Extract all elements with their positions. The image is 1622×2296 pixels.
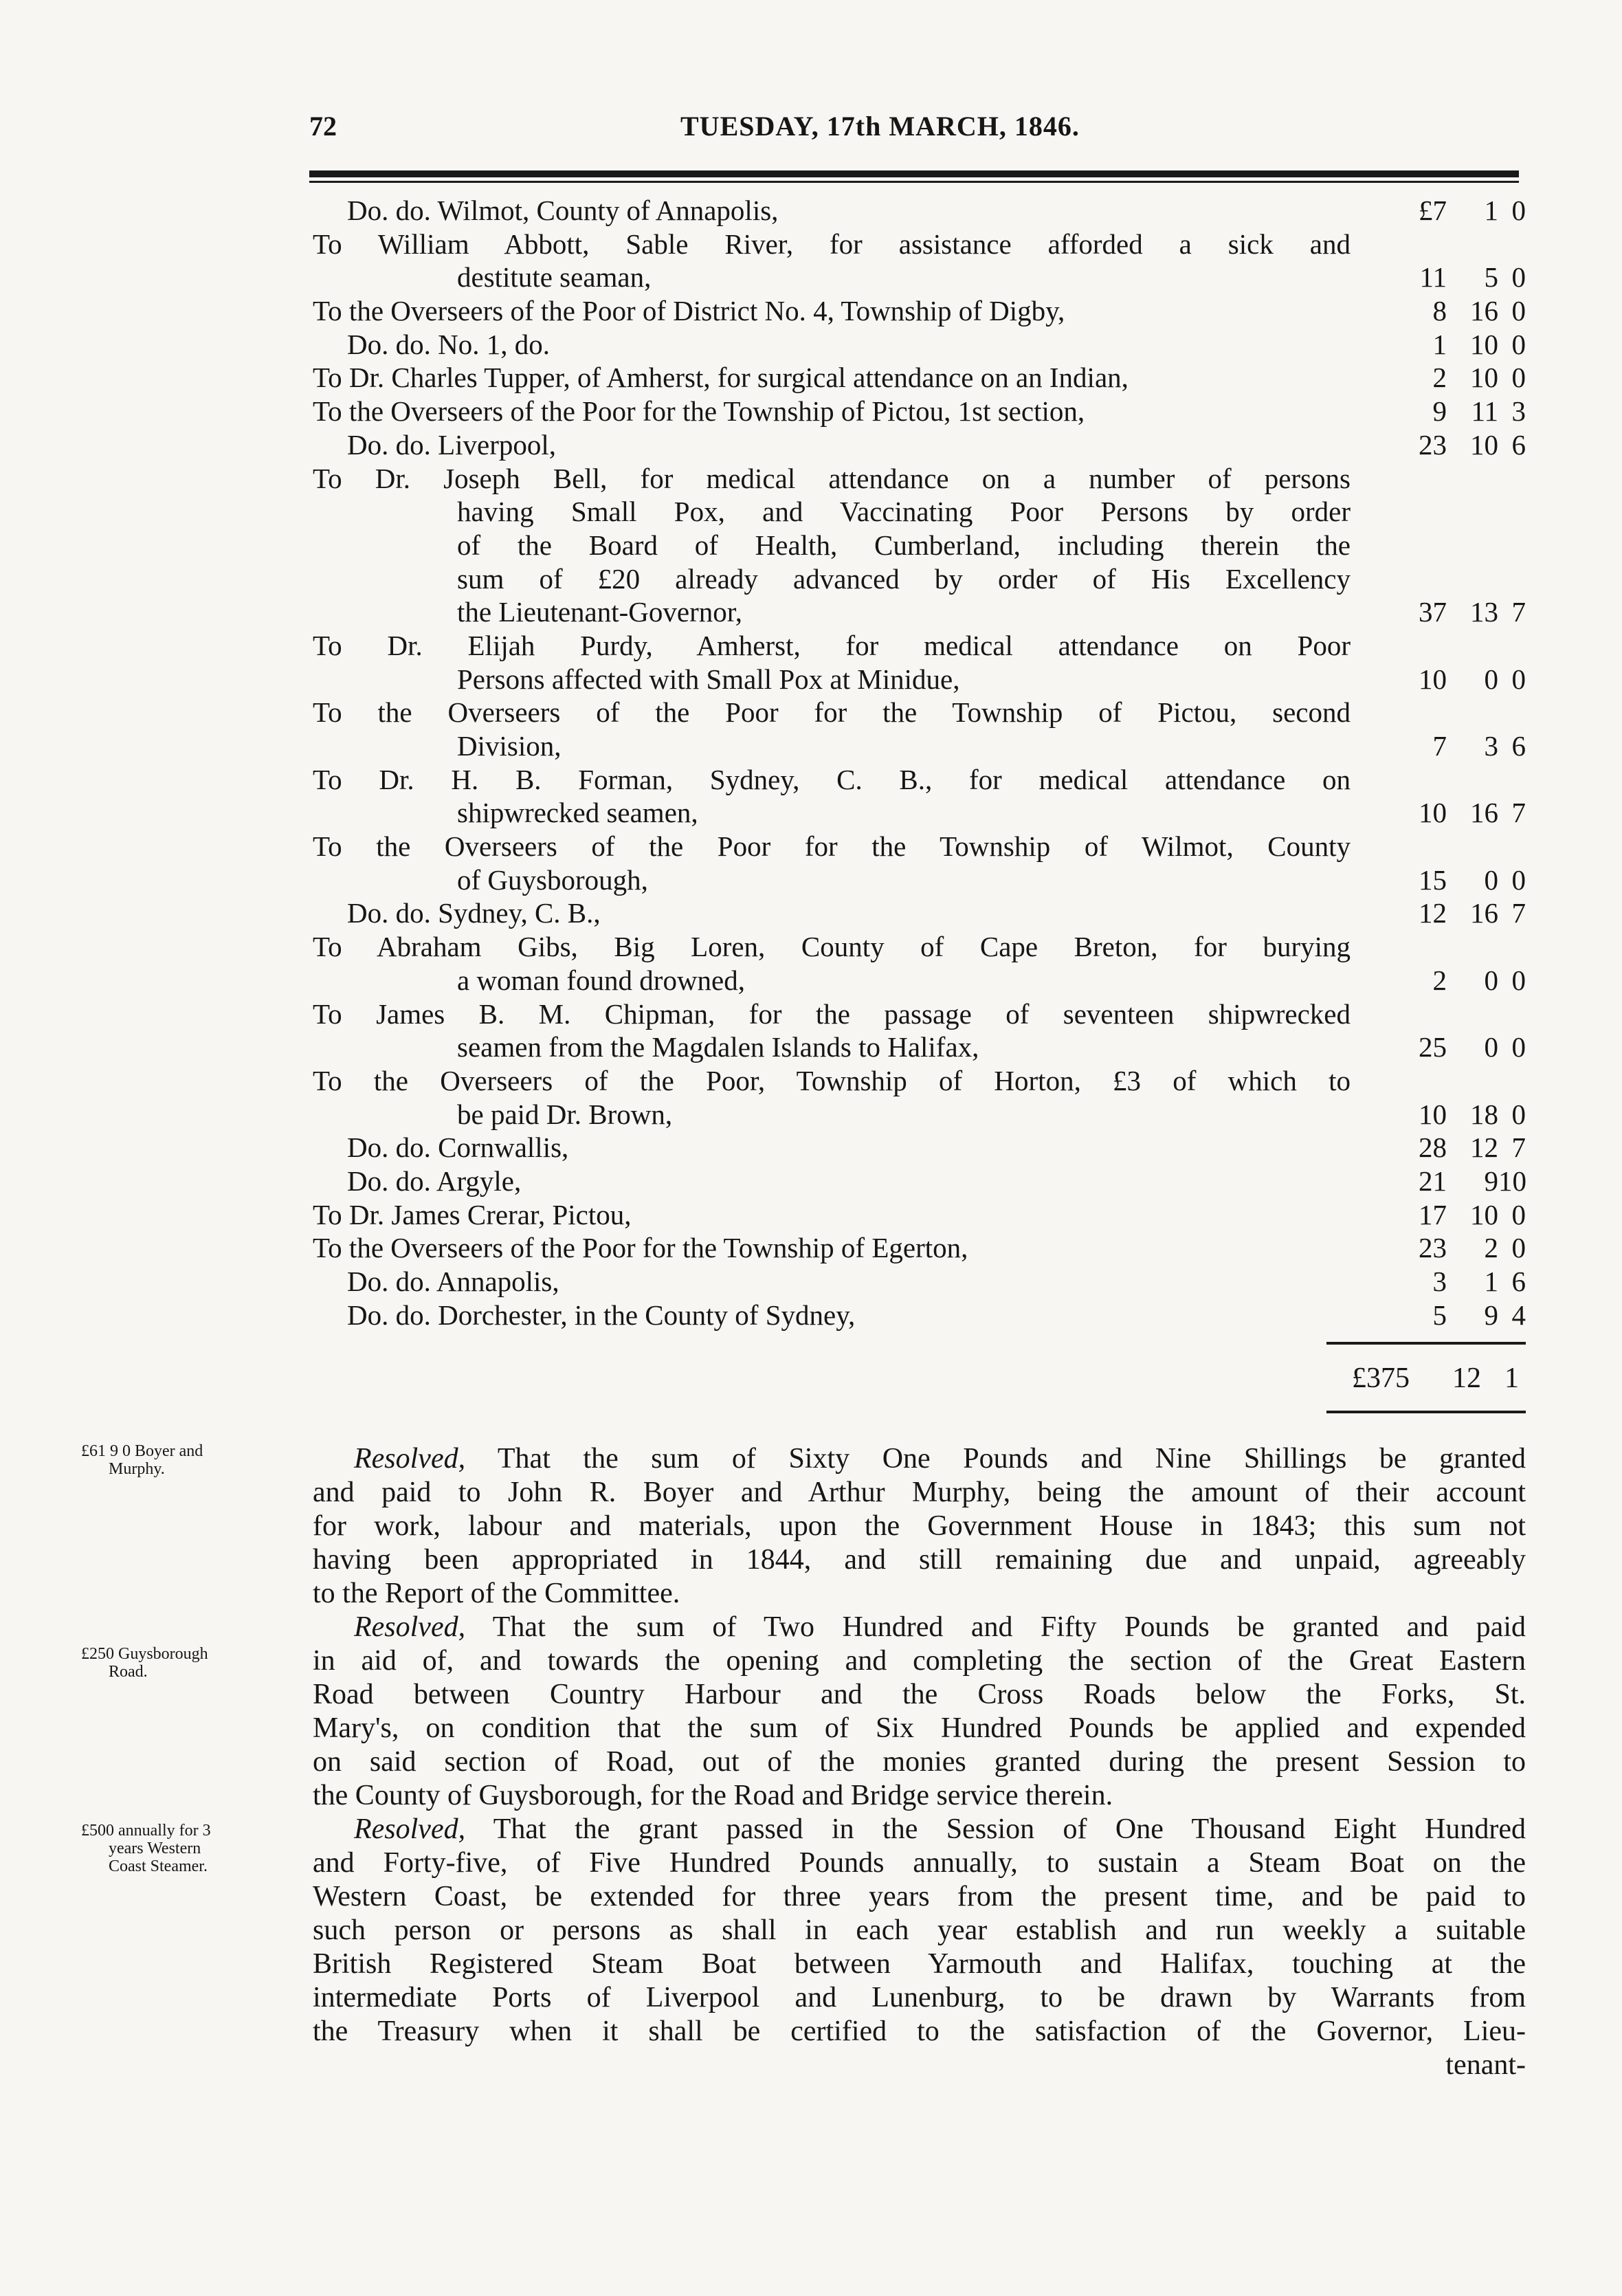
ledger-description: the Lieutenant-Governor,: [457, 596, 743, 628]
resolution-line: [313, 1947, 1526, 1981]
ledger-line: [313, 361, 1526, 395]
ledger-pence: 0: [1511, 362, 1526, 394]
ledger-description: To William Abbott, Sable River, for assistance afforded a sick and: [313, 228, 1351, 260]
ledger-pence: 0: [1511, 964, 1526, 996]
ledger-shillings: 3: [1484, 730, 1498, 762]
ledger-description: of Guysborough,: [457, 863, 648, 896]
resolution-text: That the grant passed in the Session of One Thousand Eight Hundred: [493, 1813, 1526, 1845]
total-rule-bottom: [1326, 1411, 1526, 1413]
ledger-pounds: 3: [1432, 1266, 1447, 1297]
ledger-pounds: 15: [1419, 863, 1447, 896]
catchword: tenant-: [1445, 2049, 1526, 2081]
resolution-line: [313, 1846, 1526, 1880]
ledger-pence: 0: [1511, 1198, 1526, 1230]
ledger-description: sum of £20 already advanced by order of His Excellency: [457, 562, 1351, 595]
ledger-description: Do. do. No. 1, do.: [347, 328, 550, 360]
ledger-pence: 7: [1511, 797, 1526, 829]
resolution-line: [313, 1442, 1526, 1476]
ledger-pence: 0: [1511, 863, 1526, 896]
resolution-text: That the sum of Sixty One Pounds and Nine Shillings be granted: [497, 1443, 1526, 1475]
resolution-line: [313, 1813, 1526, 1846]
ledger-description: To the Overseers of the Poor, Township of Horton, £3 of which to: [313, 1064, 1351, 1096]
ledger-description: a woman found drowned,: [457, 964, 746, 996]
ledger-line: [313, 529, 1526, 562]
ledger-description: To Dr. Elijah Purdy, Amherst, for medical attendance on Poor: [313, 629, 1351, 661]
ledger-description: To Dr. Joseph Bell, for medical attendance on a number of persons: [313, 462, 1351, 494]
ledger-shillings: 10: [1470, 328, 1498, 360]
ledger-line: [313, 1131, 1526, 1164]
ledger-pounds: 12: [1419, 897, 1447, 929]
ledger-shillings: 12: [1470, 1132, 1498, 1164]
resolution-text: Road between Country Harbour and the Cross Roads below the Forks, St.: [313, 1679, 1526, 1710]
ledger-line: [313, 328, 1526, 362]
resolutions-text: [313, 1442, 1526, 2082]
ledger-pounds: 5: [1432, 1299, 1447, 1331]
resolution-text: Western Coast, be extended for three years from the present time, and be paid to: [313, 1881, 1526, 1912]
ledger-shillings: 0: [1484, 663, 1498, 695]
ledger-pence: 0: [1511, 195, 1526, 226]
resolution-text: on said section of Road, out of the monies granted during the present Session to: [313, 1746, 1526, 1778]
ledger-pounds: 2: [1432, 964, 1447, 996]
ledger-pounds: 1: [1432, 328, 1447, 360]
resolution-line: [313, 1914, 1526, 1947]
ledger-line: [313, 1231, 1526, 1265]
ledger-description: To Dr. Charles Tupper, of Amherst, for surgical attendance on an Indian,: [313, 362, 1129, 394]
header-rule-thin: [309, 181, 1519, 183]
resolution-text: and paid to John R. Boyer and Arthur Murphy, being the amount of their account: [313, 1477, 1526, 1508]
ledger-shillings: 0: [1484, 964, 1498, 996]
ledger-shillings: 11: [1471, 395, 1498, 428]
ledger-description: Persons affected with Small Pox at Minidue,: [457, 663, 960, 695]
ledger-pounds: 21: [1419, 1164, 1447, 1197]
ledger-description: destitute seaman,: [457, 261, 652, 294]
resolution-text: the Treasury when it shall be certified to the satisfaction of the Governor, Lieu-: [313, 2016, 1526, 2047]
ledger-shillings: 13: [1470, 596, 1498, 628]
total-rule-top: [1326, 1342, 1526, 1345]
resolution-text: such person or persons as shall in each year establish and run weekly a suitable: [313, 1914, 1526, 1946]
resolution-line: [313, 1779, 1526, 1813]
page-number: 72: [309, 111, 337, 142]
ledger-description: Do. do. Sydney, C. B.,: [347, 897, 601, 929]
ledger-shillings: 10: [1470, 1198, 1498, 1230]
payments-ledger: [313, 194, 1526, 1332]
ledger-pence: 0: [1511, 295, 1526, 327]
ledger-shillings: 1: [1484, 1266, 1498, 1297]
resolution-text: for work, labour and materials, upon the Government House in 1843; this sum not: [313, 1510, 1526, 1542]
ledger-pounds: 11: [1419, 261, 1447, 294]
ledger-pence: 6: [1511, 1266, 1526, 1297]
ledger-pence: 0: [1511, 261, 1526, 294]
ledger-pence: 0: [1511, 1232, 1526, 1264]
ledger-pounds: 10: [1419, 663, 1447, 695]
ledger-line: [313, 495, 1526, 529]
ledger-pence: 6: [1511, 428, 1526, 461]
resolved-keyword: Resolved,: [354, 1443, 466, 1475]
ledger-shillings: 10: [1470, 428, 1498, 461]
ledger-pence: 0: [1511, 663, 1526, 695]
ledger-description: shipwrecked seamen,: [457, 797, 698, 829]
ledger-shillings: 9: [1484, 1164, 1498, 1197]
ledger-line: [313, 729, 1526, 763]
margin-note-boyer-murphy: [81, 1442, 308, 1478]
margin-note-line: Coast Steamer.: [109, 1857, 208, 1875]
ledger-line: [313, 1164, 1526, 1198]
ledger-description: of the Board of Health, Cumberland, including therein the: [457, 529, 1351, 561]
resolution-line: [313, 1880, 1526, 1914]
ledger-line: [313, 830, 1526, 863]
ledger-pence: 0: [1511, 1098, 1526, 1130]
ledger-description: To the Overseers of the Poor of District No. 4, Township of Digby,: [313, 295, 1065, 327]
margin-note-guysborough-road: [81, 1645, 308, 1681]
ledger-description: Do. do. Argyle,: [347, 1164, 522, 1197]
resolution-line: [313, 1981, 1526, 2015]
total-pounds: £375: [1352, 1362, 1410, 1394]
margin-note-line: £250 Guysborough: [81, 1645, 208, 1663]
ledger-pence: 7: [1511, 596, 1526, 628]
ledger-line: [313, 930, 1526, 964]
resolution-text: That the sum of Two Hundred and Fifty Pounds be granted and paid: [492, 1611, 1526, 1643]
ledger-description: having Small Pox, and Vaccinating Poor Persons by order: [457, 496, 1351, 528]
ledger-pence: 6: [1511, 730, 1526, 762]
resolution-line: [313, 1712, 1526, 1745]
ledger-description: To James B. M. Chipman, for the passage of seventeen shipwrecked: [313, 997, 1351, 1030]
ledger-line: [313, 1265, 1526, 1299]
margin-note-line: years Western: [109, 1840, 201, 1857]
ledger-line: [313, 1098, 1526, 1132]
ledger-line: [313, 1299, 1526, 1332]
ledger-pence: 7: [1511, 1132, 1526, 1164]
ledger-line: [313, 228, 1526, 261]
ledger-pounds: 9: [1432, 395, 1447, 428]
ledger-description: To Dr. James Crerar, Pictou,: [313, 1198, 632, 1230]
ledger-line: [313, 261, 1526, 294]
ledger-pounds: 10: [1419, 797, 1447, 829]
ledger-line: [313, 395, 1526, 428]
ledger-line: [313, 1198, 1526, 1232]
ledger-description: Division,: [457, 730, 562, 762]
ledger-pence: 3: [1511, 395, 1526, 428]
margin-note-western-coast-steamer: [81, 1822, 308, 1875]
ledger-description: Do. do. Wilmot, County of Annapolis,: [347, 195, 779, 226]
ledger-description: Do. do. Annapolis,: [347, 1266, 559, 1297]
resolution-text: British Registered Steam Boat between Yarmouth and Halifax, touching at the: [313, 1948, 1526, 1980]
ledger-line: [313, 1030, 1526, 1064]
ledger-pounds: 2: [1432, 362, 1447, 394]
ledger-line: [313, 663, 1526, 696]
ledger-description: To the Overseers of the Poor for the Township of Wilmot, County: [313, 830, 1351, 863]
resolution-text: to the Report of the Committee.: [313, 1578, 680, 1609]
total-pence: 1: [1504, 1362, 1519, 1394]
ledger-line: [313, 629, 1526, 663]
resolution-text: in aid of, and towards the opening and completing the section of the Great Eastern: [313, 1645, 1526, 1677]
margin-note-line: £500 annually for 3: [81, 1822, 211, 1840]
header-rule-thick: [309, 170, 1519, 177]
resolution-line: [313, 1611, 1526, 1644]
ledger-shillings: 5: [1484, 261, 1498, 294]
ledger-line: [313, 1064, 1526, 1098]
ledger-pounds: 10: [1419, 1098, 1447, 1130]
resolved-keyword: Resolved,: [354, 1611, 466, 1643]
ledger-line: [313, 964, 1526, 997]
ledger-pounds: 17: [1419, 1198, 1447, 1230]
margin-note-line: £61 9 0 Boyer and: [81, 1442, 203, 1460]
resolution-line: [313, 1543, 1526, 1577]
ledger-pence: 7: [1511, 897, 1526, 929]
ledger-pounds: £7: [1419, 195, 1447, 226]
ledger-description: Do. do. Liverpool,: [347, 428, 557, 461]
resolution-line: [313, 1644, 1526, 1678]
ledger-description: seamen from the Magdalen Islands to Halifax,: [457, 1031, 979, 1063]
ledger-description: To the Overseers of the Poor for the Township of Pictou, second: [313, 696, 1351, 729]
ledger-pounds: 37: [1419, 596, 1447, 628]
ledger-description: Do. do. Cornwallis,: [347, 1132, 569, 1164]
ledger-line: [313, 763, 1526, 797]
resolution-line: [313, 1678, 1526, 1712]
resolution-line: [313, 1510, 1526, 1543]
ledger-pence: 0: [1511, 328, 1526, 360]
running-title: TUESDAY, 17th MARCH, 1846.: [680, 111, 1080, 142]
ledger-shillings: 16: [1470, 897, 1498, 929]
resolution-text: Mary's, on condition that the sum of Six Hundred Pounds be applied and expended: [313, 1712, 1526, 1744]
ledger-description: To the Overseers of the Poor for the Township of Pictou, 1st section,: [313, 395, 1085, 428]
resolution-text: the County of Guysborough, for the Road and Bridge service therein.: [313, 1780, 1113, 1811]
ledger-line: [313, 796, 1526, 830]
ledger-shillings: 1: [1484, 195, 1498, 226]
ledger-line: [313, 428, 1526, 462]
ledger-line: [313, 194, 1526, 228]
ledger-pence: 0: [1511, 1031, 1526, 1063]
ledger-shillings: 9: [1484, 1299, 1498, 1331]
resolution-text: having been appropriated in 1844, and still remaining due and unpaid, agreeably: [313, 1544, 1526, 1576]
ledger-shillings: 2: [1484, 1232, 1498, 1264]
ledger-pounds: 8: [1432, 295, 1447, 327]
ledger-pence: 10: [1498, 1164, 1526, 1197]
ledger-pounds: 23: [1419, 1232, 1447, 1264]
ledger-line: [313, 562, 1526, 596]
ledger-shillings: 0: [1484, 863, 1498, 896]
ledger-pence: 4: [1511, 1299, 1526, 1331]
ledger-line: [313, 294, 1526, 328]
ledger-shillings: 10: [1470, 362, 1498, 394]
ledger-line: [313, 696, 1526, 729]
ledger-line: [313, 462, 1526, 496]
ledger-line: [313, 863, 1526, 897]
resolution-line: [313, 1476, 1526, 1510]
resolution-text: intermediate Ports of Liverpool and Lunenburg, to be drawn by Warrants from: [313, 1982, 1526, 2013]
ledger-shillings: 0: [1484, 1031, 1498, 1063]
margin-note-line: Murphy.: [109, 1460, 165, 1478]
ledger-description: Do. do. Dorchester, in the County of Sydney,: [347, 1299, 856, 1331]
resolution-text: and Forty-five, of Five Hundred Pounds annually, to sustain a Steam Boat on the: [313, 1847, 1526, 1879]
total-shillings: 12: [1452, 1362, 1481, 1394]
resolution-line: [313, 1577, 1526, 1611]
ledger-pounds: 23: [1419, 428, 1447, 461]
ledger-line: [313, 595, 1526, 629]
ledger-shillings: 16: [1470, 797, 1498, 829]
ledger-shillings: 16: [1470, 295, 1498, 327]
ledger-description: To the Overseers of the Poor for the Township of Egerton,: [313, 1232, 968, 1264]
resolution-line: [313, 2015, 1526, 2049]
resolved-keyword: Resolved,: [354, 1813, 466, 1845]
resolution-line: [313, 1745, 1526, 1779]
ledger-description: To Abraham Gibs, Big Loren, County of Cape Breton, for burying: [313, 931, 1351, 963]
ledger-shillings: 18: [1470, 1098, 1498, 1130]
ledger-pounds: 7: [1432, 730, 1447, 762]
margin-note-line: Road.: [109, 1663, 148, 1681]
ledger-line: [313, 997, 1526, 1031]
ledger-pounds: 28: [1419, 1132, 1447, 1164]
ledger-description: To Dr. H. B. Forman, Sydney, C. B., for medical attendance on: [313, 763, 1351, 795]
ledger-description: be paid Dr. Brown,: [457, 1098, 673, 1130]
ledger-pounds: 25: [1419, 1031, 1447, 1063]
page-header: [309, 110, 1519, 158]
ledger-line: [313, 896, 1526, 930]
